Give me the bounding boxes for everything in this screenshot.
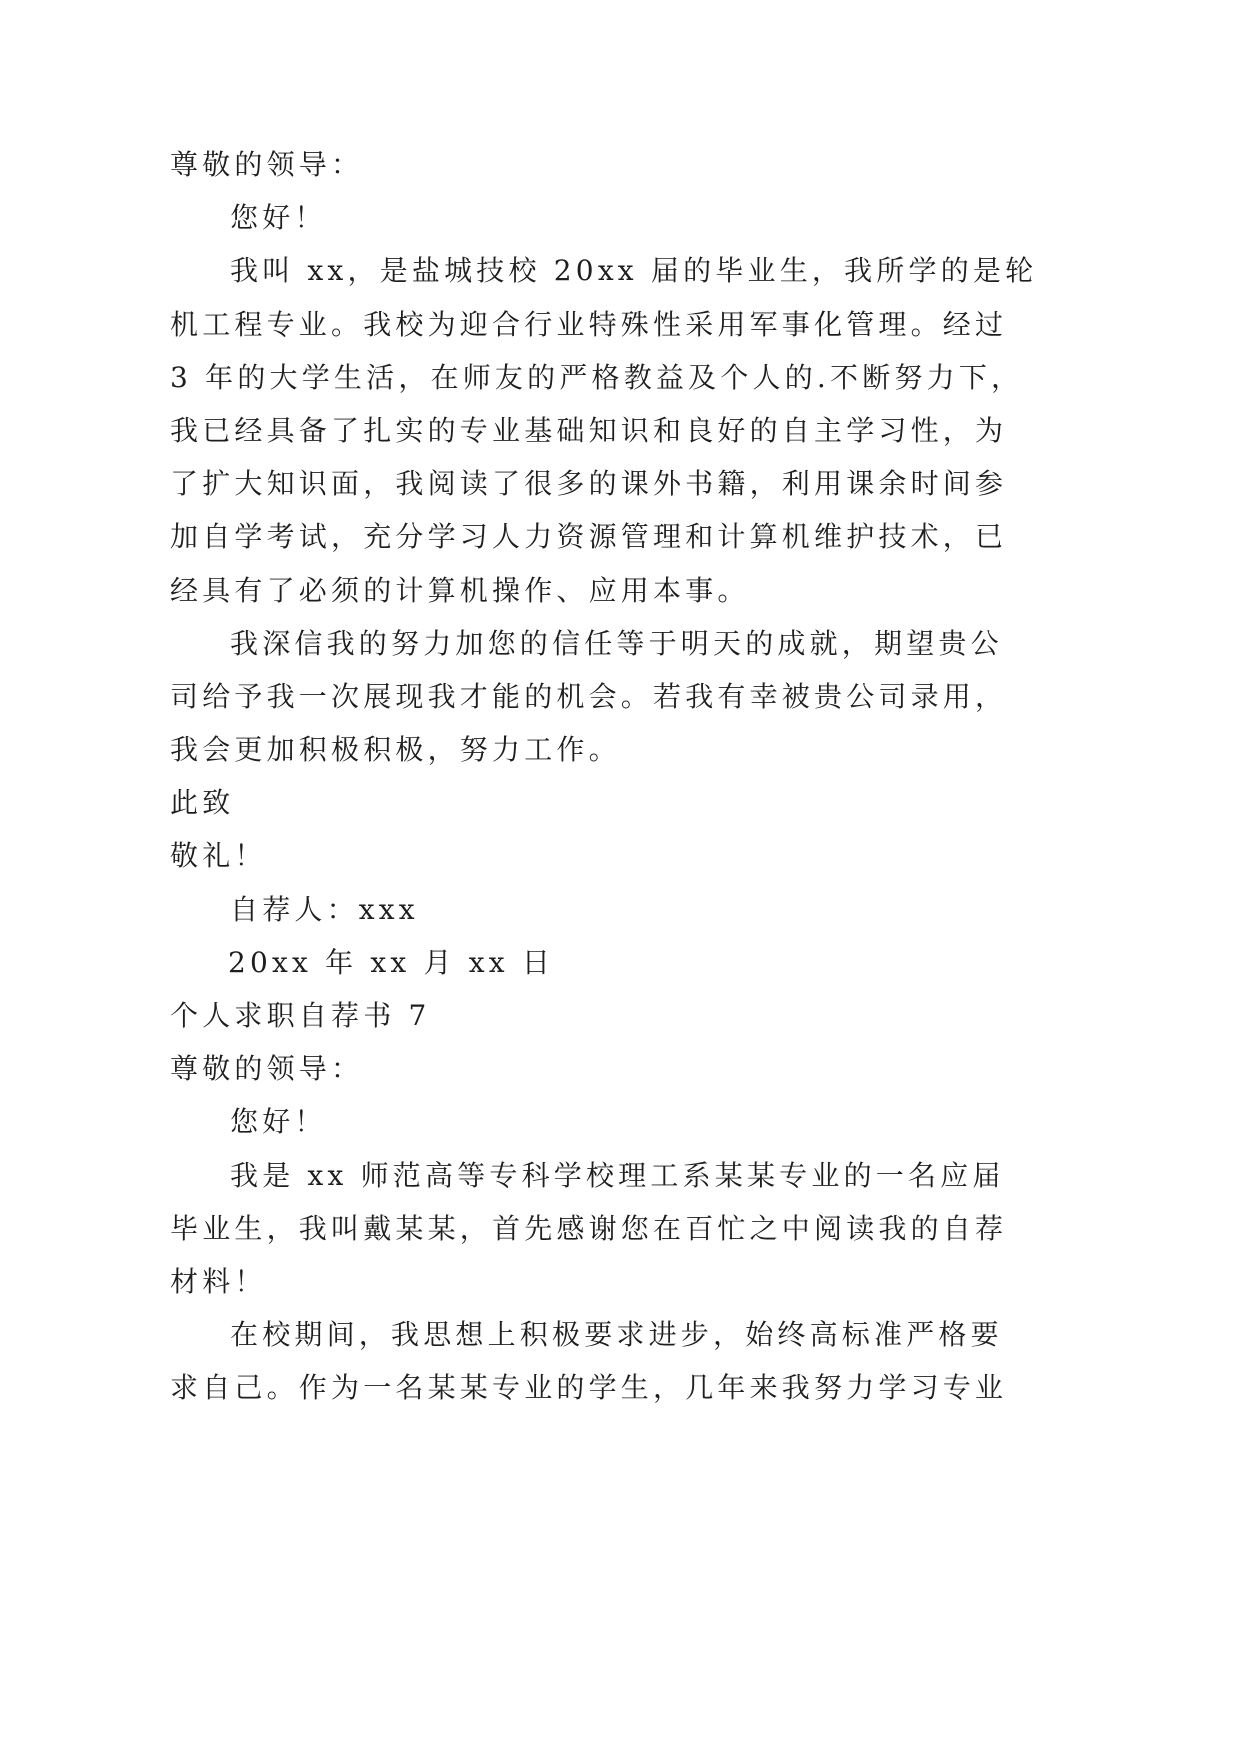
letter2-para2-line: 求自己。作为一名某某专业的学生，几年来我努力学习专业	[170, 1371, 1008, 1405]
letter2-salutation: 尊敬的领导：	[170, 1052, 364, 1086]
letter1-para2-line: 我深信我的努力加您的信任等于明天的成就，期望贵公	[230, 626, 1003, 660]
letter1-signature: 自荐人：xxx	[230, 892, 419, 926]
letter1-date: 20xx 年 xx 月 xx 日	[228, 945, 555, 979]
letter1-para1-line: 我已经具备了扎实的专业基础知识和良好的自主学习性，为	[170, 413, 1008, 447]
letter2-para1-line: 我是 xx 师范高等专科学校理工系某某专业的一名应届	[230, 1158, 1005, 1192]
document-body	[170, 138, 1038, 1415]
letter2-greeting: 您好！	[230, 1105, 327, 1139]
letter1-para2-line: 我会更加积极积极，努力工作。	[170, 733, 621, 767]
letter1-para1-line: 了扩大知识面，我阅读了很多的课外书籍，利用课余时间参	[170, 467, 1008, 501]
letter2-para1-line: 毕业生，我叫戴某某，首先感谢您在百忙之中阅读我的自荐	[170, 1211, 1008, 1245]
letter2-para2-line: 在校期间，我思想上积极要求进步，始终高标准严格要	[230, 1318, 1003, 1352]
letter1-para1-line: 机工程专业。我校为迎合行业特殊性采用军事化管理。经过	[170, 307, 1008, 341]
letter1-salutation: 尊敬的领导：	[170, 148, 364, 181]
letter2-para1-line: 材料！	[170, 1264, 267, 1298]
letter1-regards: 敬礼！	[170, 839, 267, 873]
letter1-closing: 此致	[170, 786, 235, 820]
letter1-greeting: 您好！	[230, 201, 327, 235]
letter1-para1-line: 加自学考试，充分学习人力资源管理和计算机维护技术，已	[170, 520, 1008, 554]
letter1-para2-line: 司给予我一次展现我才能的机会。若我有幸被贵公司录用，	[170, 679, 1008, 713]
letter1-para1-line: 3 年的大学生活，在师友的严格教益及个人的.不断努力下，	[170, 360, 1024, 394]
letter1-para1-line: 我叫 xx，是盐城技校 20xx 届的毕业生，我所学的是轮	[230, 254, 1038, 288]
letter1-para1-line: 经具有了必须的计算机操作、应用本事。	[170, 573, 750, 607]
section-title: 个人求职自荐书 7	[170, 999, 431, 1032]
